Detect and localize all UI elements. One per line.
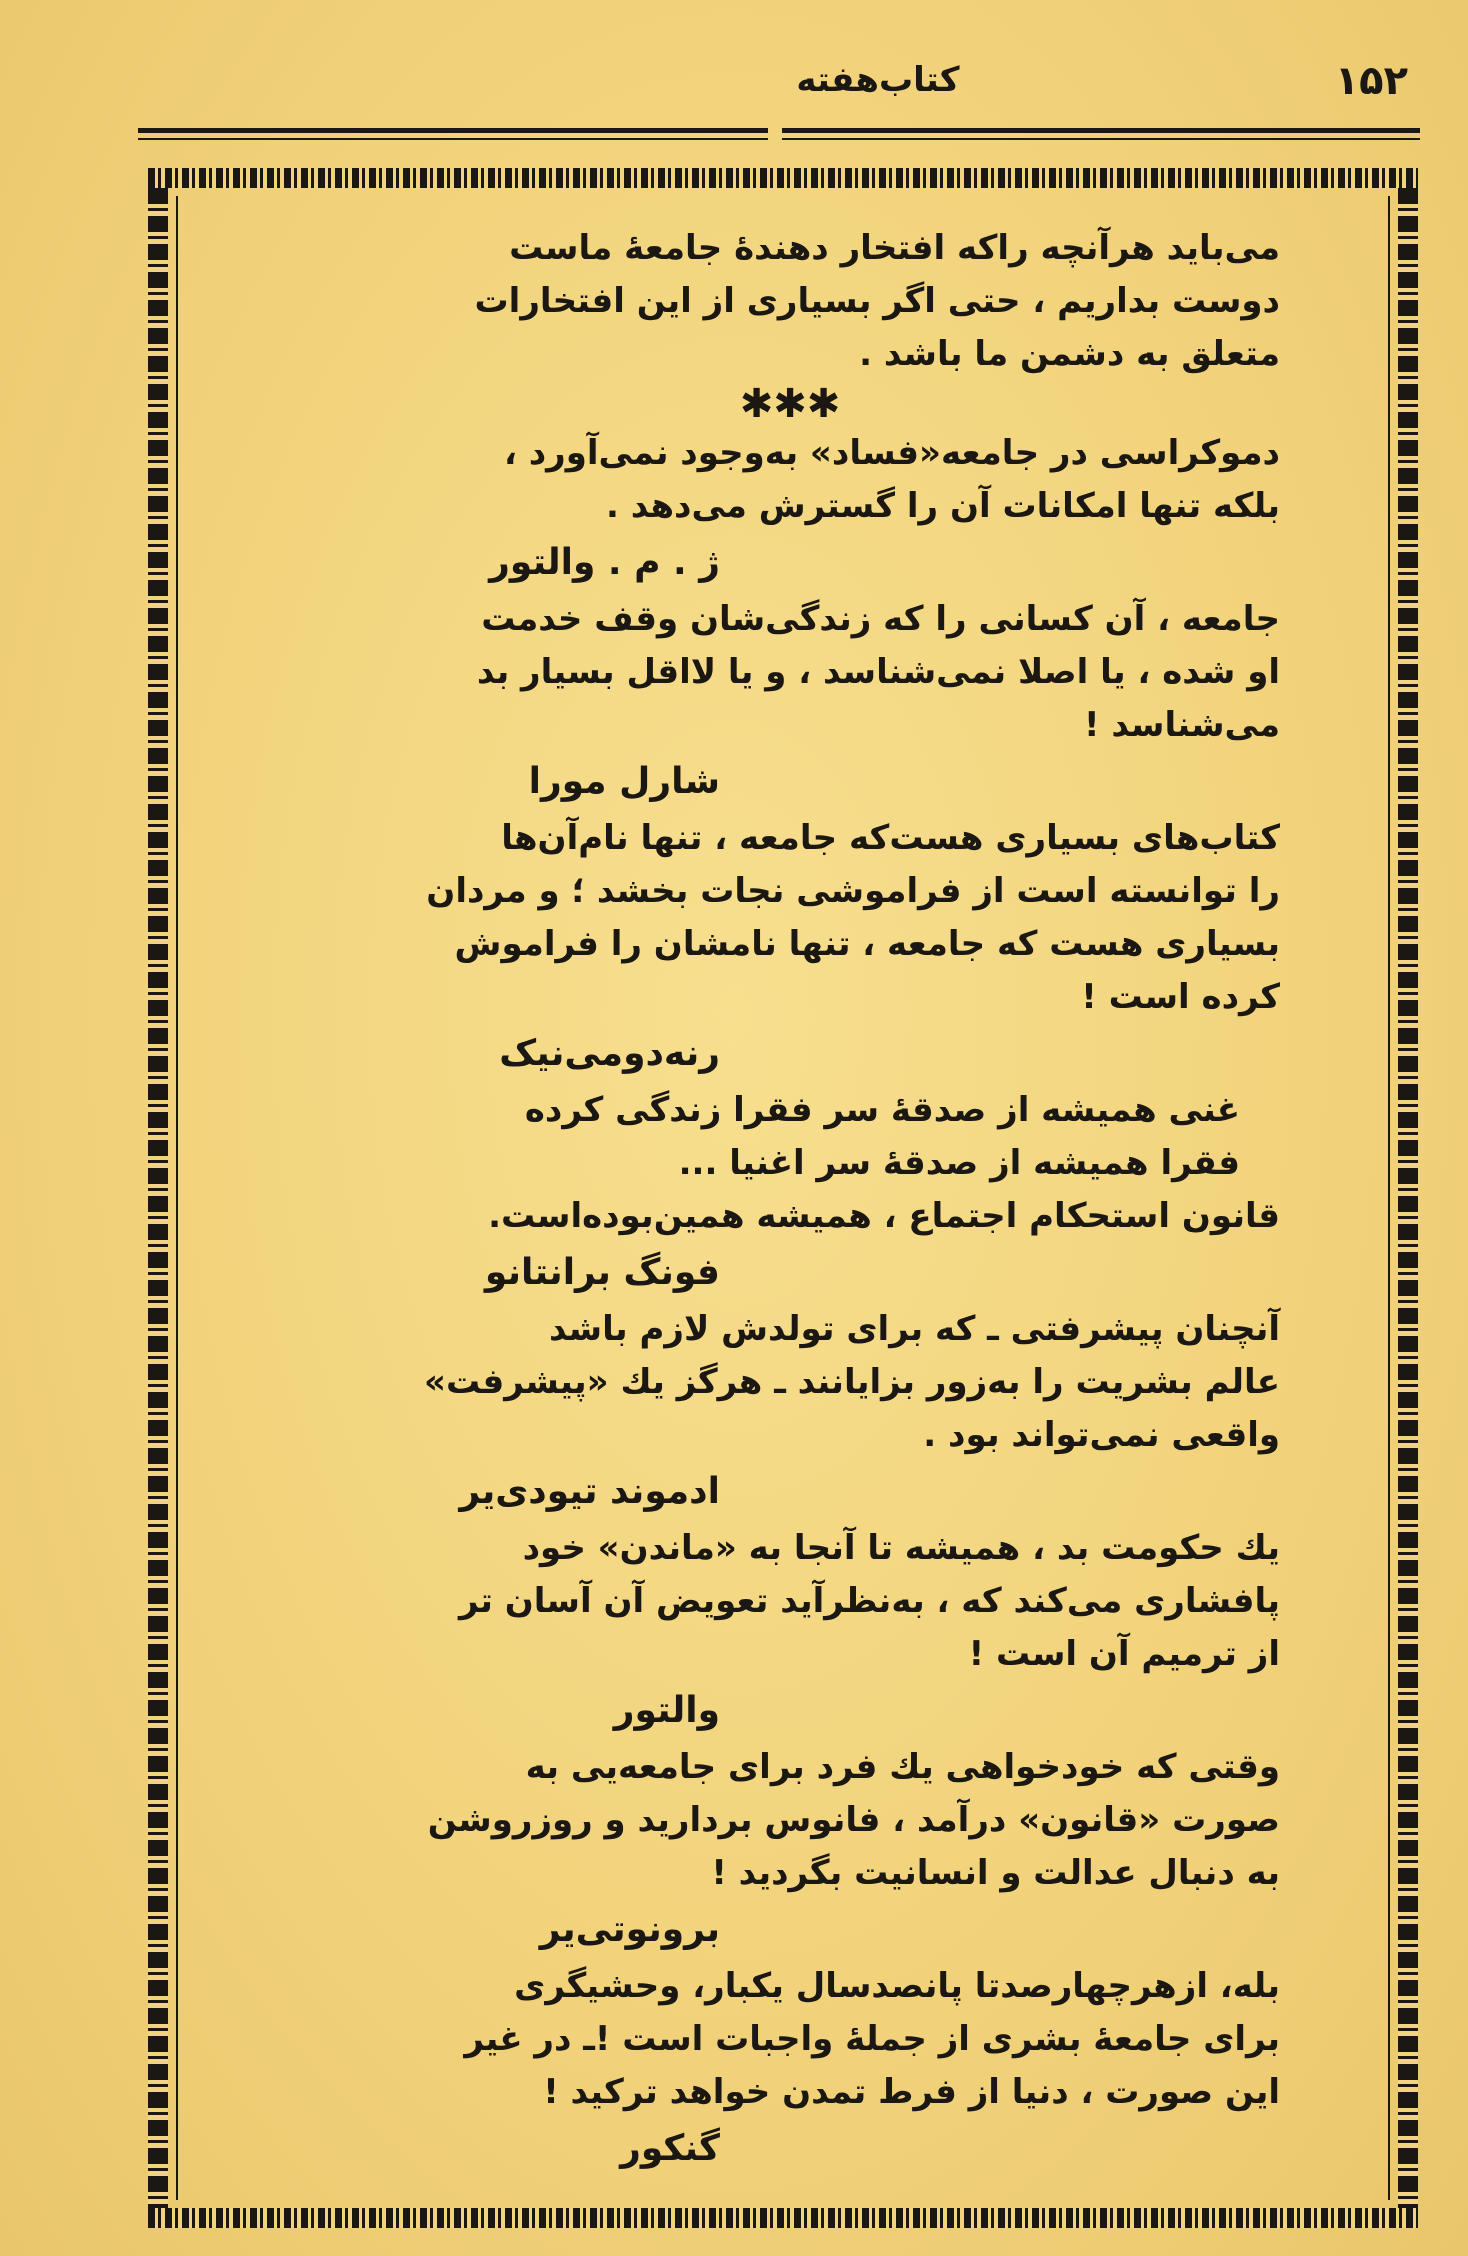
border-bottom (148, 2208, 1418, 2228)
quote-author: گنکور (620, 2128, 720, 2169)
quote-author: ژ . م . والتور (489, 542, 720, 583)
border-left (148, 188, 168, 2208)
quote-line: جامعه ، آن کسانی را که زندگی‌شان وقف خدمت (481, 599, 1280, 639)
quote-line: پافشاری می‌کند که ، به‌نظرآید تعویض آن آسان تر (458, 1581, 1280, 1621)
quote-author: رنه‌دومی‌نیک (499, 1033, 720, 1074)
quote-block (300, 1960, 1280, 2179)
quote-author: برونوتی‌یر (539, 1909, 720, 1950)
header-rule-gap (768, 120, 782, 146)
quote-line: را توانسته است از فراموشی نجات بخشد ؛ و مردان (426, 871, 1280, 911)
quote-line: غنی همیشه از صدقهٔ سر فقرا زندگی کرده (524, 1090, 1240, 1130)
quote-block (300, 1084, 1280, 1303)
quote-line: او شده ، یا اصلا نمی‌شناسد ، و یا لااقل بسیار بد (476, 652, 1280, 692)
quote-line: به دنبال عدالت و انسانیت بگردید ! (711, 1853, 1280, 1893)
border-inner-line-right (1388, 196, 1390, 2200)
quote-line: برای جامعهٔ بشری از جملهٔ واجبات است !ـ در غیر (464, 2019, 1280, 2059)
quote-line: این صورت ، دنیا از فرط تمدن خواهد ترکید ! (543, 2072, 1280, 2112)
quote-line: کرده است ! (1081, 977, 1280, 1017)
quote-line: بسیاری هست که جامعه ، تنها نامشان را فراموش (454, 924, 1280, 964)
quote-line: قانون استحکام اجتماع ، همیشه همین‌بوده‌است. (488, 1196, 1280, 1236)
quote-line: دموکراسی در جامعه«فساد» به‌وجود نمی‌آورد ، (503, 433, 1280, 473)
quote-block (300, 593, 1280, 812)
quote-line: یك حکومت بد ، همیشه تا آنجا به «ماندن» خود (522, 1528, 1280, 1568)
quote-line: عالم بشریت را به‌زور بزایانند ـ هرگز یك «پیشرفت» (424, 1362, 1280, 1402)
page-number: ۱۵۲ (1334, 58, 1408, 104)
quote-line: دوست بداریم ، حتی اگر بسیاری از این افتخارات (474, 281, 1280, 321)
quote-author: والتور (613, 1690, 720, 1731)
border-right (1398, 188, 1418, 2208)
quote-author: ادموند تیودی‌یر (459, 1471, 720, 1512)
quote-author: شارل مورا (528, 761, 720, 802)
quote-line: آنچنان پیشرفتی ـ که برای تولدش لازم باشد (549, 1309, 1280, 1349)
quote-line: متعلق به دشمن ما باشد . (859, 334, 1280, 374)
quote-block (300, 427, 1280, 593)
quote-line: فقرا همیشه از صدقهٔ سر اغنیا ... (678, 1143, 1240, 1183)
quote-block (300, 222, 1280, 381)
quote-line: بله، ازهرچهارصدتا پانصدسال یکبار، وحشیگری (514, 1966, 1280, 2006)
quote-line: وقتی که خودخواهی یك فرد برای جامعه‌یی به (525, 1747, 1280, 1787)
quote-block (300, 1303, 1280, 1522)
quote-author: فونگ برانتانو (484, 1252, 720, 1293)
quote-line: می‌شناسد ! (1084, 705, 1280, 745)
section-separator: ✱✱✱ (739, 381, 841, 427)
border-inner-line-left (176, 196, 178, 2200)
quote-line: بلکه تنها امکانات آن را گسترش می‌دهد . (606, 486, 1280, 526)
quote-line: کتاب‌های بسیاری هست‌که جامعه ، تنها نام‌آن‌ها (501, 818, 1280, 858)
running-title: کتاب‌هفته (796, 60, 960, 100)
page-header (138, 58, 1418, 108)
quote-line: از ترمیم آن است ! (968, 1634, 1280, 1674)
quote-line: می‌باید هرآنچه راکه افتخار دهندهٔ جامعهٔ ماست (509, 228, 1280, 268)
quote-block (300, 812, 1280, 1084)
quote-line: صورت «قانون» درآمد ، فانوس بردارید و روزروشن (427, 1800, 1280, 1840)
quote-block (300, 1522, 1280, 1741)
quote-block (300, 1741, 1280, 1960)
border-top (148, 168, 1418, 188)
quote-line: واقعی نمی‌تواند بود . (923, 1415, 1280, 1455)
quotes-text (300, 222, 1280, 2179)
